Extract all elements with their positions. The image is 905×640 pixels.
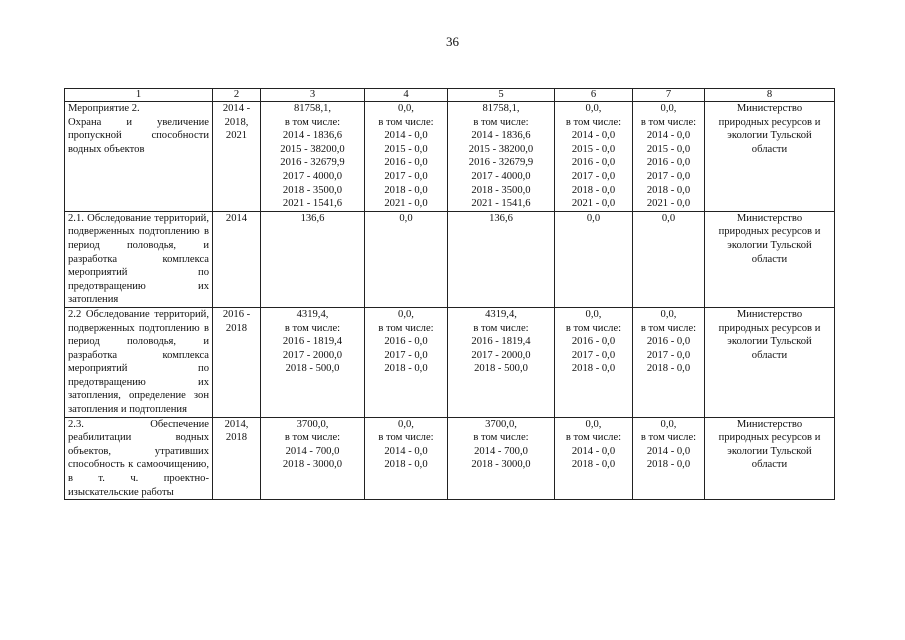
column-header: 3: [261, 89, 365, 102]
cell-text-line: в том числе:: [378, 432, 434, 444]
cell-text-line: природных ресурсов и: [718, 322, 821, 334]
cell-text-line: 2018 - 3500,0: [471, 184, 531, 196]
cell-text-line: 2016 - 32679,9: [468, 157, 534, 169]
cell-text-line: 2016 - 1819,4: [471, 336, 531, 348]
cell-text-line: 0,0,: [398, 103, 414, 114]
cell-text-line: в том числе:: [640, 116, 697, 128]
cell-text-line: 2018 - 0,0: [646, 459, 691, 471]
cell-text-line: 2016 - 0,0: [384, 157, 428, 169]
cell-text-line: в том числе:: [565, 322, 622, 334]
cell-text-line: 2014 -: [222, 103, 251, 114]
cell-text-line: области: [751, 253, 788, 265]
funding-col6-cell: [555, 211, 633, 307]
cell-text-line: 0,0: [661, 212, 676, 224]
cell-text-line: 2016 - 1819,4: [282, 336, 343, 348]
cell-text-line: 0,0,: [660, 308, 677, 320]
cell-text-line: Министерство: [736, 212, 803, 224]
cell-text-line: 0,0,: [398, 418, 414, 430]
cell-text-line: 2021 - 1541,6: [282, 198, 343, 210]
cell-text-line: 2018 - 500,0: [474, 363, 528, 375]
funding-col5-cell: [448, 417, 555, 500]
funding-col7-cell: [633, 417, 705, 500]
cell-text-line: 0,0: [399, 212, 413, 224]
cell-text-line: 2018 - 500,0: [285, 363, 340, 375]
total-funding-cell: [261, 417, 365, 500]
years-cell: [213, 307, 261, 417]
cell-text-line: 2017 - 0,0: [646, 349, 691, 361]
responsible-executor-cell: [705, 307, 835, 417]
cell-text-line: области: [751, 349, 788, 361]
column-header: 5: [448, 89, 555, 102]
activity-name-cell: [65, 417, 213, 500]
cell-text-line: 2014 - 0,0: [384, 130, 428, 142]
cell-text-line: Охрана и увеличение пропускной способности водных объектов: [68, 116, 209, 155]
cell-text-line: экологии Тульской: [727, 445, 812, 457]
cell-text-line: Мероприятие 2.: [68, 103, 140, 114]
table-row: [65, 307, 835, 417]
funding-col7-cell: [633, 211, 705, 307]
total-funding-cell: [261, 102, 365, 212]
cell-text-line: 2015 - 0,0: [384, 143, 428, 155]
cell-text-line: в том числе:: [565, 116, 622, 128]
cell-text-line: 2017 - 0,0: [571, 349, 616, 361]
cell-text-line: 2018 - 0,0: [384, 459, 428, 471]
funding-col7-cell: [633, 102, 705, 212]
cell-text-line: в том числе:: [284, 432, 341, 444]
cell-text-line: 2014 - 700,0: [474, 445, 528, 457]
table-row: [65, 211, 835, 307]
cell-text-line: 2018 - 0,0: [646, 184, 691, 196]
total-funding-cell: [261, 307, 365, 417]
cell-text-line: 2016 - 0,0: [571, 157, 616, 169]
funding-col7-cell: [633, 307, 705, 417]
responsible-executor-cell: [705, 102, 835, 212]
cell-text-line: в том числе:: [284, 116, 341, 128]
cell-text-line: 81758,1,: [482, 103, 520, 114]
cell-text-line: 2017 - 4000,0: [282, 170, 343, 182]
cell-text-line: 2017 - 0,0: [384, 170, 428, 182]
cell-text-line: 2021 - 0,0: [384, 198, 428, 210]
table-row: [65, 102, 835, 212]
budget-table: [64, 88, 835, 500]
cell-text-line: области: [751, 459, 788, 471]
page-number: 36: [446, 34, 459, 49]
activity-name-cell: [65, 307, 213, 417]
cell-text-line: 2014 - 0,0: [571, 445, 616, 457]
cell-text-line: в том числе:: [378, 116, 434, 128]
cell-text-line: 2017 - 4000,0: [471, 170, 531, 182]
cell-text-line: 2021: [225, 130, 248, 142]
funding-col6-cell: [555, 417, 633, 500]
responsible-executor-cell: [705, 211, 835, 307]
cell-text-line: 4319,4,: [485, 308, 517, 320]
cell-text-line: 2014 - 1836,6: [471, 130, 531, 142]
column-header: 2: [213, 89, 261, 102]
cell-text-line: 2018 - 0,0: [384, 184, 428, 196]
cell-text-line: 0,0,: [660, 103, 677, 114]
cell-text-line: 2021 - 0,0: [571, 198, 616, 210]
cell-text-line: 136,6: [300, 212, 325, 224]
cell-text-line: 2.3. Обеспечение реабилитации водных объектов, утративших способность к самоочищению, в т. ч. проектно-изыскательские работы: [68, 418, 209, 498]
cell-text-line: 0,0,: [660, 418, 677, 430]
cell-text-line: 2015 - 0,0: [571, 143, 616, 155]
cell-text-line: 2018 - 0,0: [384, 363, 428, 375]
cell-text-line: 2018,: [224, 116, 249, 128]
cell-text-line: 0,0: [586, 212, 601, 224]
cell-text-line: 2015 - 38200,0: [468, 143, 534, 155]
cell-text-line: 81758,1,: [293, 103, 332, 114]
table-header-row: [65, 89, 835, 102]
cell-text-line: 2.2 Обследование территорий, подверженных подтоплению в период половодья, и разработка комплекса мероприятий по предотвращению их затопления, определение зон затопления и подтопления: [68, 308, 209, 416]
cell-text-line: природных ресурсов и: [718, 432, 821, 444]
activity-name-cell: [65, 102, 213, 212]
responsible-executor-cell: [705, 417, 835, 500]
funding-col5-cell: [448, 102, 555, 212]
cell-text-line: 2014 - 700,0: [285, 445, 340, 457]
cell-text-line: Министерство: [736, 103, 803, 114]
cell-text-line: Министерство: [736, 308, 803, 320]
cell-text-line: экологии Тульской: [727, 239, 812, 251]
cell-text-line: области: [751, 143, 788, 155]
cell-text-line: 3700,0,: [296, 418, 329, 430]
years-cell: [213, 417, 261, 500]
funding-col5-cell: [448, 211, 555, 307]
funding-col4-cell: [365, 307, 448, 417]
cell-text-line: в том числе:: [378, 322, 434, 334]
cell-text-line: 2014 - 1836,6: [282, 130, 343, 142]
years-cell: [213, 102, 261, 212]
cell-text-line: 2018 - 3500,0: [282, 184, 343, 196]
cell-text-line: экологии Тульской: [727, 130, 812, 142]
cell-text-line: 2017 - 0,0: [571, 170, 616, 182]
cell-text-line: 2018: [225, 322, 248, 334]
cell-text-line: 2017 - 2000,0: [471, 349, 531, 361]
years-cell: [213, 211, 261, 307]
cell-text-line: в том числе:: [473, 116, 529, 128]
cell-text-line: 2014,: [224, 418, 249, 430]
funding-col4-cell: [365, 102, 448, 212]
column-header: 4: [365, 89, 448, 102]
cell-text-line: 2014 - 0,0: [646, 445, 691, 457]
cell-text-line: в том числе:: [284, 322, 341, 334]
cell-text-line: 2018 - 0,0: [571, 363, 616, 375]
cell-text-line: природных ресурсов и: [718, 116, 821, 128]
table-row: [65, 417, 835, 500]
cell-text-line: 2018 - 0,0: [571, 459, 616, 471]
cell-text-line: 2015 - 0,0: [646, 143, 691, 155]
cell-text-line: 4319,4,: [296, 308, 329, 320]
cell-text-line: 2018 - 3000,0: [282, 459, 343, 471]
column-header: 8: [705, 89, 835, 102]
cell-text-line: в том числе:: [473, 322, 529, 334]
cell-text-line: 0,0,: [398, 308, 414, 320]
cell-text-line: 2016 -: [222, 308, 251, 320]
cell-text-line: 2018 - 3000,0: [471, 459, 531, 471]
cell-text-line: 2017 - 0,0: [646, 170, 691, 182]
column-header: 7: [633, 89, 705, 102]
cell-text-line: 2016 - 0,0: [646, 157, 691, 169]
table-body: [65, 102, 835, 500]
cell-text-line: 2021 - 0,0: [646, 198, 691, 210]
cell-text-line: 0,0,: [585, 418, 602, 430]
funding-col6-cell: [555, 307, 633, 417]
activity-name-cell: [65, 211, 213, 307]
cell-text-line: природных ресурсов и: [718, 226, 821, 238]
cell-text-line: 2017 - 0,0: [384, 349, 428, 361]
cell-text-line: 2014 - 0,0: [646, 130, 691, 142]
cell-text-line: в том числе:: [565, 432, 622, 444]
funding-col4-cell: [365, 211, 448, 307]
cell-text-line: 0,0,: [585, 103, 602, 114]
cell-text-line: в том числе:: [473, 432, 529, 444]
funding-col5-cell: [448, 307, 555, 417]
cell-text-line: 2.1. Обследование территорий, подверженных подтоплению в период половодья, и разработка комплекса мероприятий по предотвращению их затопления: [68, 212, 209, 306]
cell-text-line: 2018 - 0,0: [571, 184, 616, 196]
cell-text-line: экологии Тульской: [727, 336, 812, 348]
cell-text-line: в том числе:: [640, 432, 697, 444]
cell-text-line: Министерство: [736, 418, 803, 430]
cell-text-line: 2016 - 32679,9: [280, 157, 345, 169]
cell-text-line: 2017 - 2000,0: [282, 349, 343, 361]
cell-text-line: 2014 - 0,0: [571, 130, 616, 142]
cell-text-line: 2016 - 0,0: [571, 336, 616, 348]
cell-text-line: 2018: [225, 432, 248, 444]
column-header: 1: [65, 89, 213, 102]
cell-text-line: 2016 - 0,0: [646, 336, 691, 348]
funding-col6-cell: [555, 102, 633, 212]
cell-text-line: в том числе:: [640, 322, 697, 334]
cell-text-line: 0,0,: [585, 308, 602, 320]
cell-text-line: 2016 - 0,0: [384, 336, 428, 348]
total-funding-cell: [261, 211, 365, 307]
cell-text-line: 2021 - 1541,6: [471, 198, 531, 210]
cell-text-line: 2018 - 0,0: [646, 363, 691, 375]
cell-text-line: 2014 - 0,0: [384, 445, 428, 457]
cell-text-line: 2014: [225, 212, 248, 224]
funding-col4-cell: [365, 417, 448, 500]
cell-text-line: 3700,0,: [485, 418, 517, 430]
column-header: 6: [555, 89, 633, 102]
cell-text-line: 136,6: [489, 212, 513, 224]
cell-text-line: 2015 - 38200,0: [280, 143, 345, 155]
